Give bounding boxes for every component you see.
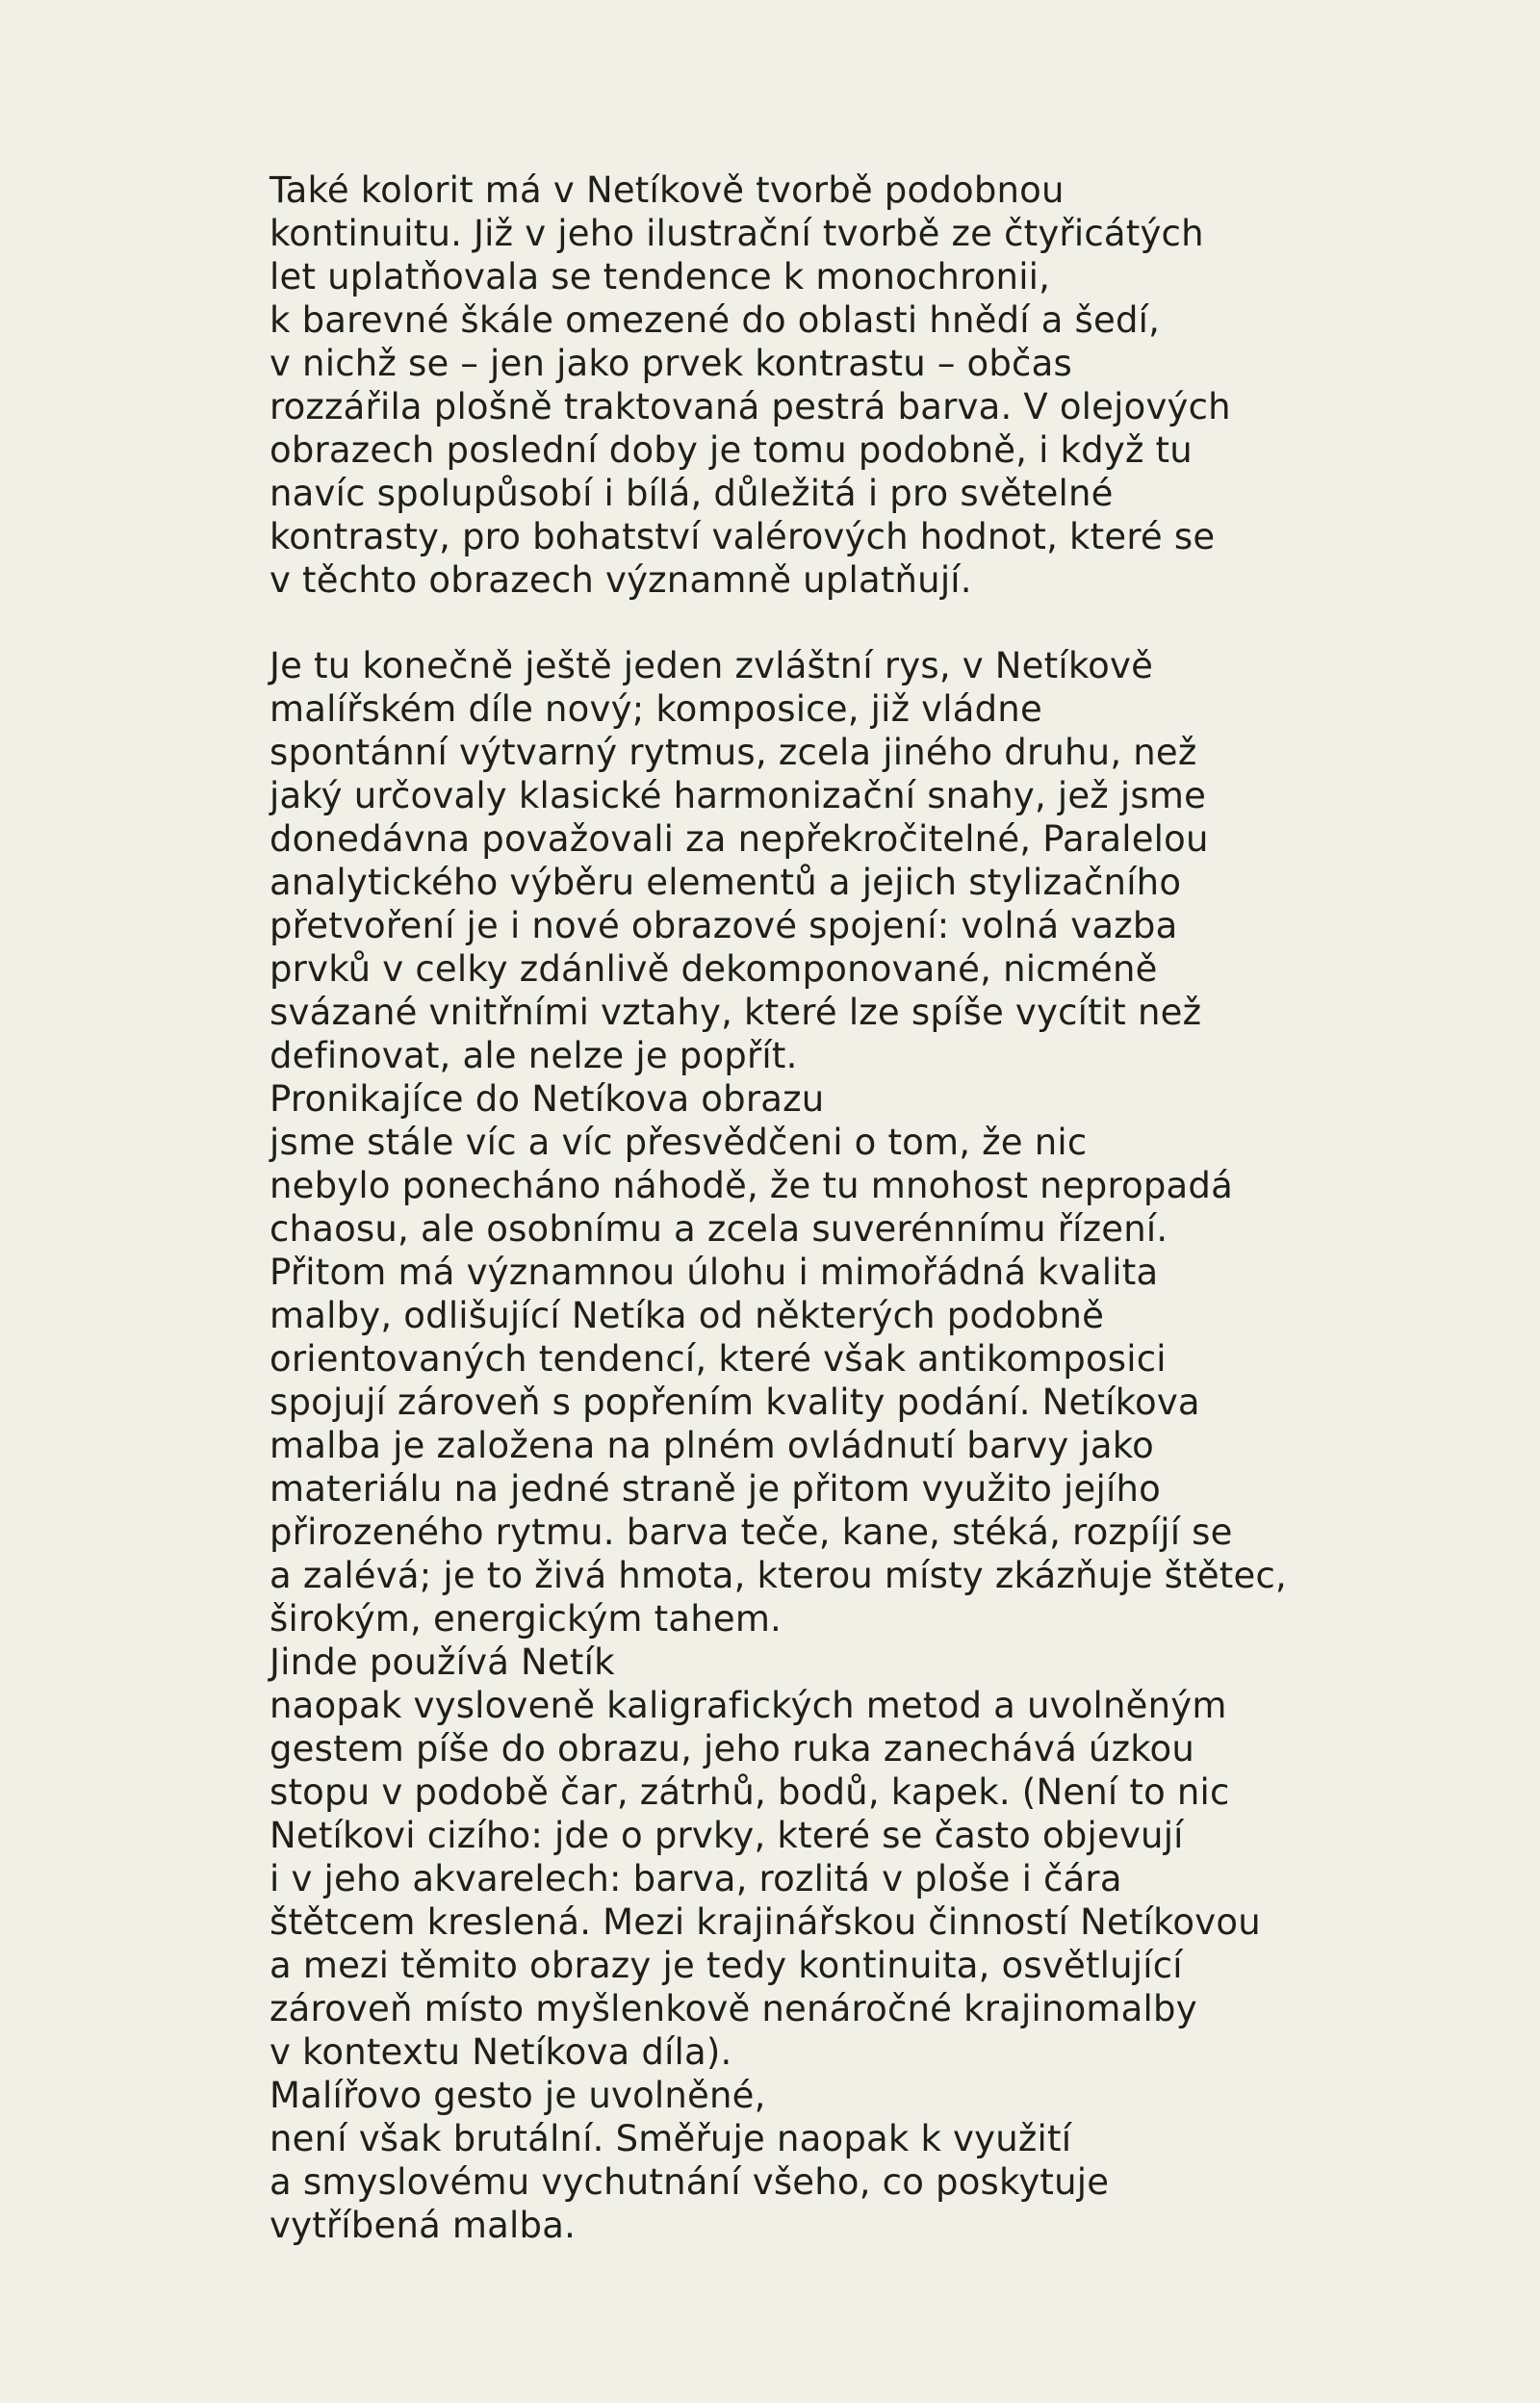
text-line: malby, odlišující Netíka od některých podobně (270, 1295, 1105, 1336)
text-line: spojují zároveň s popřením kvality podání. Netíkova (270, 1382, 1200, 1423)
text-line: přirozeného rytmu. barva teče, kane, stéká, rozpíjí se (270, 1512, 1233, 1553)
text-line: i v jeho akvarelech: barva, rozlitá v ploše i čára (270, 1858, 1122, 1899)
text-line: let uplatňovala se tendence k monochronii, (270, 256, 1051, 297)
text-line: spontánní výtvarný rytmus, zcela jiného druhu, než (270, 732, 1197, 773)
text-line: navíc spolupůsobí i bílá, důležitá i pro světelné (270, 473, 1114, 514)
text-line: orientovaných tendencí, které však antikomposici (270, 1338, 1167, 1380)
text-line: stopu v podobě čar, zátrhů, bodů, kapek. (Není to nic (270, 1771, 1230, 1813)
text-line: rozzářila plošně traktovaná pestrá barva. V olejových (270, 386, 1231, 427)
text-line: přetvoření je i nové obrazové spojení: volná vazba (270, 905, 1178, 946)
paragraph-colorit (270, 168, 1328, 602)
text-line: není však brutální. Směřuje naopak k využití (270, 2118, 1072, 2159)
text-line: prvků v celky zdánlivě dekomponované, nicméně (270, 948, 1158, 990)
text-line: Jinde používá Netík (270, 1641, 615, 1683)
text-line: kontinuitu. Již v jeho ilustrační tvorbě ze čtyřicátých (270, 213, 1204, 254)
text-line: malba je založena na plném ovládnutí barvy jako (270, 1425, 1154, 1466)
text-line: v nichž se – jen jako prvek kontrastu – občas (270, 343, 1072, 384)
text-line: vytříbená malba. (270, 2205, 577, 2246)
text-line: materiálu na jedné straně je přitom využito jejího (270, 1468, 1161, 1510)
text-line: štětcem kreslená. Mezi krajinářskou činností Netíkovou (270, 1901, 1261, 1943)
text-line: gestem píše do obrazu, jeho ruka zanechává úzkou (270, 1728, 1194, 1770)
text-line: v těchto obrazech významně uplatňují. (270, 559, 972, 601)
text-line: jsme stále víc a víc přesvědčeni o tom, že nic (270, 1122, 1088, 1163)
text-line: kontrasty, pro bohatství valérových hodnot, které se (270, 516, 1216, 557)
paragraph-composition (270, 644, 1328, 2247)
text-line: Přitom má významnou úlohu i mimořádná kvalita (270, 1252, 1159, 1293)
text-line: k barevné škále omezené do oblasti hnědí a šedí, (270, 299, 1161, 341)
text-line: v kontextu Netíkova díla). (270, 2031, 732, 2073)
text-line: zároveň místo myšlenkově nenáročné krajinomalby (270, 1988, 1197, 2029)
text-line: a mezi těmito obrazy je tedy kontinuita, osvětlující (270, 1945, 1183, 1986)
text-line: svázané vnitřními vztahy, které lze spíše vycítit než (270, 992, 1202, 1033)
text-line: definovat, ale nelze je popřít. (270, 1035, 798, 1076)
text-line: nebylo ponecháno náhodě, že tu mnohost nepropadá (270, 1165, 1233, 1206)
text-line: jaký určovaly klasické harmonizační snahy, jež jsme (270, 775, 1207, 816)
text-line: donedávna považovali za nepřekročitelné, Paralelou (270, 818, 1209, 860)
text-line: Pronikajíce do Netíkova obrazu (270, 1078, 825, 1120)
text-line: Je tu konečně ještě jeden zvláštní rys, v Netíkově (270, 645, 1154, 686)
text-line: analytického výběru elementů a jejich stylizačního (270, 862, 1182, 903)
text-line: Také kolorit má v Netíkově tvorbě podobnou (270, 169, 1065, 211)
text-line: Malířovo gesto je uvolněné, (270, 2075, 766, 2116)
text-line: a smyslovému vychutnání všeho, co poskytuje (270, 2161, 1110, 2203)
text-line: Netíkovi cizího: jde o prvky, které se často objevují (270, 1815, 1184, 1856)
text-line: širokým, energickým tahem. (270, 1598, 783, 1640)
text-line: malířském díle nový; komposice, již vládne (270, 688, 1042, 730)
text-line: a zalévá; je to živá hmota, kterou místy zkázňuje štětec, (270, 1555, 1287, 1596)
text-line: chaosu, ale osobnímu a zcela suverénnímu řízení. (270, 1208, 1168, 1250)
text-line: naopak vysloveně kaligrafických metod a uvolněným (270, 1685, 1227, 1726)
text-line: obrazech poslední doby je tomu podobně, i když tu (270, 429, 1193, 471)
